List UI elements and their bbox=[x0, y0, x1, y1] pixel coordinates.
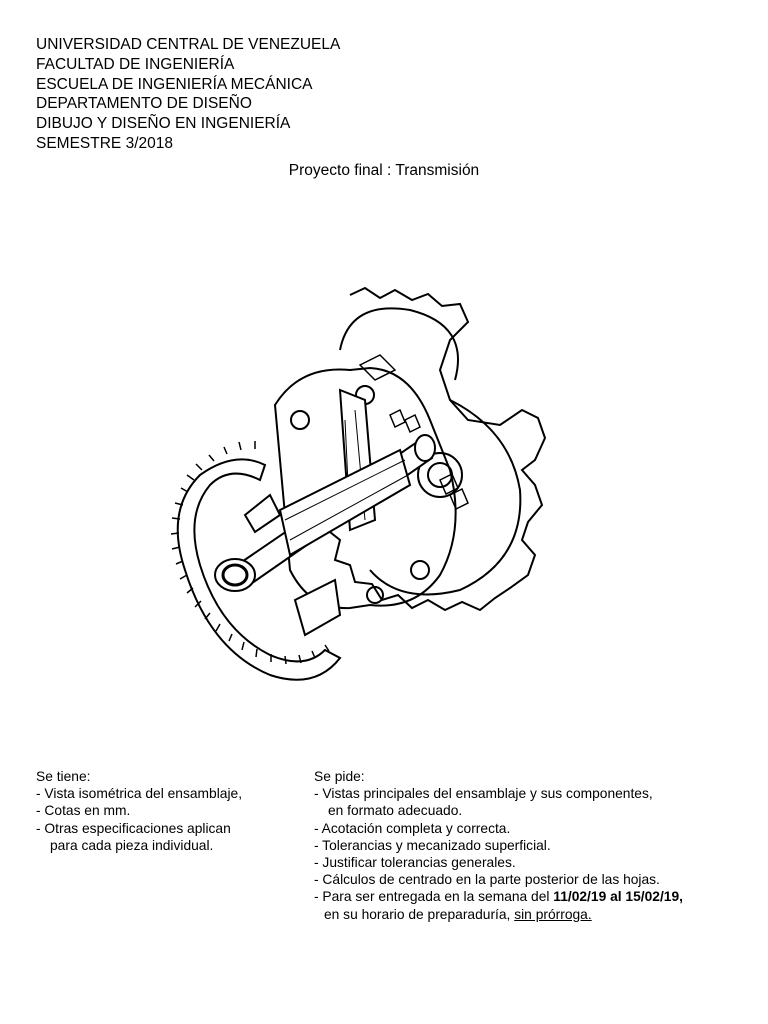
list-item: - Vista isométrica del ensamblaje, bbox=[36, 786, 243, 802]
delivery-prefix: - Para ser entregada en la semana del bbox=[314, 889, 554, 905]
delivery-line bbox=[314, 888, 683, 905]
document-header bbox=[36, 35, 340, 154]
list-item: - Vistas principales del ensamblaje y sus componentes, bbox=[314, 786, 653, 802]
requested-heading: Se pide: bbox=[314, 769, 365, 784]
gear-transmission-assembly-icon bbox=[150, 270, 590, 715]
delivery-dates: 11/02/19 al 15/02/19, bbox=[553, 889, 683, 905]
list-item: para cada pieza individual. bbox=[50, 837, 214, 853]
school-name: ESCUELA DE INGENIERÍA MECÁNICA bbox=[36, 75, 313, 93]
course-name: DIBUJO Y DISEÑO EN INGENIERÍA bbox=[36, 115, 291, 133]
requested-section bbox=[314, 768, 683, 923]
list-item: - Otras especificaciones aplican bbox=[36, 820, 231, 836]
list-item: - Justificar tolerancias generales. bbox=[314, 855, 516, 871]
semester: SEMESTRE 3/2018 bbox=[36, 134, 173, 152]
given-heading: Se tiene: bbox=[36, 769, 91, 784]
university-name: UNIVERSIDAD CENTRAL DE VENEZUELA bbox=[36, 36, 341, 53]
delivery-line-2 bbox=[314, 906, 683, 923]
department-name: DEPARTAMENTO DE DISEÑO bbox=[36, 95, 252, 113]
schedule-text: en su horario de preparaduría, bbox=[324, 906, 515, 922]
list-item: - Tolerancias y mecanizado superficial. bbox=[314, 837, 551, 853]
no-extension-note: sin prórroga. bbox=[514, 906, 592, 922]
faculty-name: FACULTAD DE INGENIERÍA bbox=[36, 55, 235, 73]
list-item: - Cálculos de centrado en la parte posterior de las hojas. bbox=[314, 872, 660, 888]
list-item: - Cotas en mm. bbox=[36, 803, 131, 819]
list-item: - Acotación completa y correcta. bbox=[314, 820, 511, 836]
given-section bbox=[36, 768, 242, 854]
list-item: en formato adecuado. bbox=[328, 803, 463, 819]
project-title: Proyecto final : Transmisión bbox=[288, 162, 480, 179]
